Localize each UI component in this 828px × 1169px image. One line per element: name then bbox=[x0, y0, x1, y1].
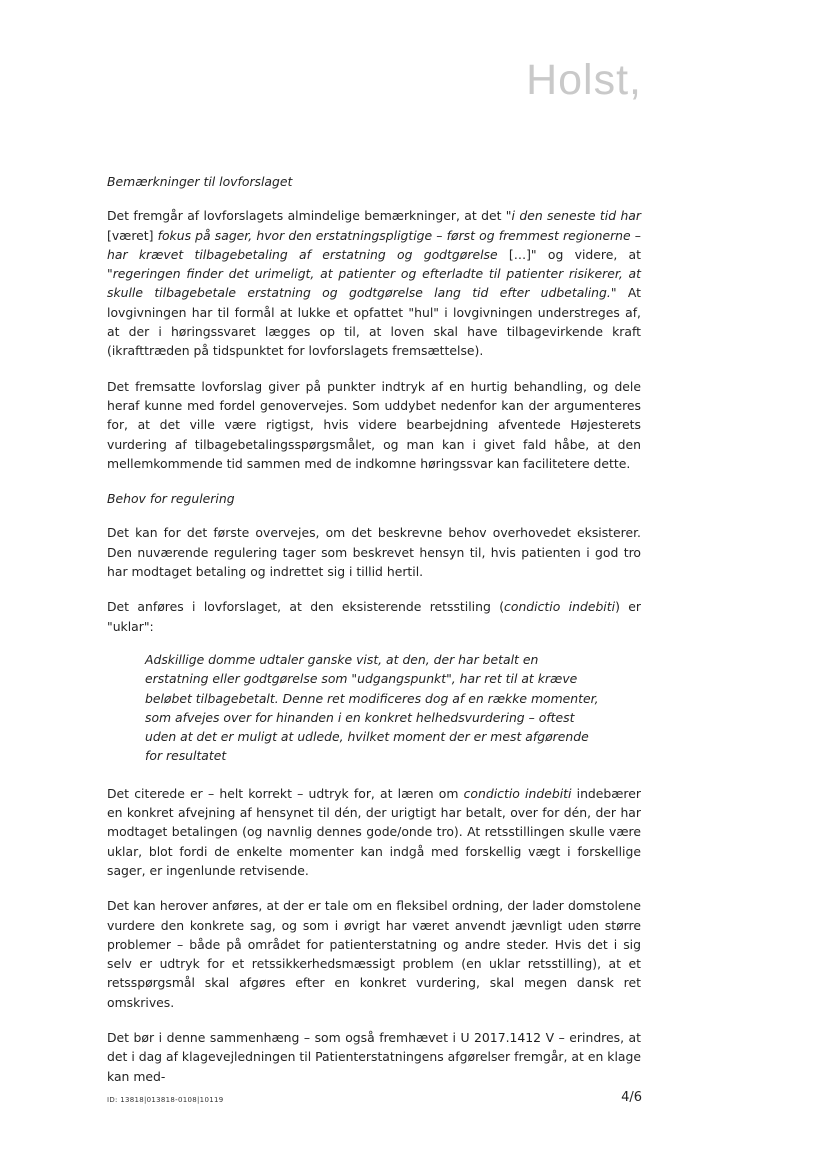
paragraph-3: Det kan for det første overvejes, om det beskrevne behov overhovedet eksisterer. Den nuværende regulering tager som beskrevet hensyn til, hvis patienten i god tro har modtaget betaling og indrettet sig i tillid hertil. bbox=[107, 525, 641, 580]
section-heading-regulation: Behov for regulering bbox=[107, 491, 235, 507]
p1-text-e: […]" og videre, at " bbox=[107, 246, 641, 282]
p1-text-g: " At lovgivningen har til formål at lukke et opfattet "hul" i lovgivningen understreges af, at der i høringssvaret lægges op til, at loven skal have tilbagevirkende kraft (ikrafttræden på tidspunktet for lovforslagets fremsættelse). bbox=[107, 285, 641, 359]
block-quote: Adskillige domme udtaler ganske vist, at den, der har betalt en erstatning eller godtgørelse som "udgangspunkt", har ret til at kræve beløbet tilbagebetalt. Denne ret modificeres dog af en række momenter, som afvejes over for hinanden i en konkret helhedsvurdering – oftest uden at det er muligt at udlede, hvilket moment der er mest afgørende for resultatet bbox=[145, 651, 599, 764]
p5-italic-b: condictio indebiti bbox=[463, 785, 572, 801]
p4-italic-b: condictio indebiti bbox=[504, 599, 616, 615]
company-logo: Holst, bbox=[526, 56, 642, 104]
document-body bbox=[107, 172, 641, 1102]
section-heading-remarks: Bemærkninger til lovforslaget bbox=[107, 174, 293, 189]
paragraph-4 bbox=[107, 597, 641, 636]
p5-text-c: indebærer en konkret afvejning af hensynet til dén, der urigtigt har betalt, over for dén, der har modtaget betalingen (og navnlig dennes gode/onde tro). At retsstillingen skulle være uklar, blot fordi de enkelte momenter kan indgå med forskellig vægt i forskellige sager, er ingenlunde retvisende. bbox=[107, 785, 641, 878]
p1-text-c: [været] bbox=[107, 227, 158, 243]
document-id: ID: 13818|013818-0108|10119 bbox=[107, 1096, 224, 1104]
paragraph-1 bbox=[107, 206, 641, 360]
paragraph-7: Det bør i denne sammenhæng – som også fremhævet i U 2017.1412 V – erindres, at det i dag af klagevejledningen til Patienterstatningens afgørelser fremgår, at en klage kan med- bbox=[107, 1029, 641, 1084]
p1-italic-d: fokus på sager, hvor den erstatningspligtige – først og fremmest regionerne – har krævet tilbagebetaling af erstatning og godtgørelse bbox=[107, 227, 641, 262]
page-number: 4/6 bbox=[621, 1090, 642, 1105]
p4-text-a: Det anføres i lovforslaget, at den eksisterende retsstiling ( bbox=[107, 599, 505, 615]
p5-text-a: Det citerede er – helt korrekt – udtryk for, at læren om bbox=[107, 785, 464, 801]
p4-text-c: ) er "uklar": bbox=[107, 599, 641, 634]
paragraph-6: Det kan herover anføres, at der er tale om en fleksibel ordning, der lader domstolene vurdere den konkrete sag, og som i øvrigt har været anvendt jævnligt uden større problemer – både på området for patienterstatning og andre steder. Hvis det i sig selv er udtryk for et retssikkerhedsmæssigt problem (en uklar retsstilling), at et retsspørgsmål skal afgøres efter en konkret vurdering, skal megen dansk ret omskrives. bbox=[107, 898, 641, 1010]
p1-italic-f: regeringen finder det urimeligt, at patienter og efterladte til patienter risikerer, at skulle tilbagebetale erstatning og godtgørelse lang tid efter udbetaling. bbox=[107, 266, 641, 301]
paragraph-2: Det fremsatte lovforslag giver på punkter indtryk af en hurtig behandling, og dele heraf kunne med fordel genovervejes. Som uddybet nedenfor kan der argumenteres for, at det ville være rigtigst, hvis videre bearbejdning afventede Højesterets vurdering af tilbagebetalingsspørgsmålet, og man kan i givet fald håbe, at den mellemkommende tid sammen med de indkomne høringssvar kan facilitetere dette. bbox=[107, 378, 641, 471]
paragraph-5 bbox=[107, 784, 641, 880]
p1-text-a: Det fremgår af lovforslagets almindelige bemærkninger, at det " bbox=[107, 208, 512, 224]
p1-italic-b: i den seneste tid har bbox=[511, 208, 641, 224]
